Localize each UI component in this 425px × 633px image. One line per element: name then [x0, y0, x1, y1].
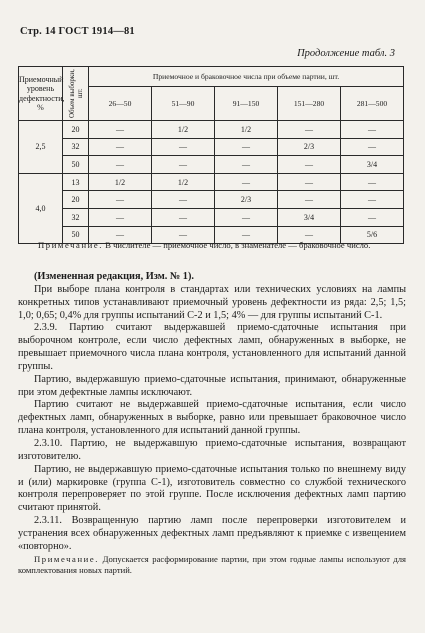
table-cell: —	[152, 226, 215, 244]
table-row	[19, 173, 404, 191]
final-note-text: Допускается расформирование партии, при этом годные лампы используют для комплектования новых партий.	[18, 553, 407, 575]
sampling-plan-table	[18, 66, 404, 244]
level-cell: 2,5	[19, 121, 63, 174]
table-cell: —	[341, 121, 404, 139]
table-cell: 1/2	[152, 121, 215, 139]
col-header-level: Приемочный уровень дефектности, %	[19, 67, 63, 121]
table-row	[19, 156, 404, 174]
table-cell: —	[89, 156, 152, 174]
table-cell: 2/3	[278, 138, 341, 156]
volume-cell: 13	[63, 173, 89, 191]
paragraph: 2.3.11. Возвращенную партию ламп после перепроверки изготовителем и устранения всех обнаруженных дефектных ламп предъявляют к приемке с извещением «повторно».	[18, 515, 406, 552]
paragraph: При выборе плана контроля в стандартах или технических условиях на лампы конкретных типов устанавливают приемочный уровень дефектности из ряда: 2,5; 1,5; 1,0; 0,65; 0,4% для группы испытаний С-2 и 1,5; 4% — для группы испытаний С-1.	[18, 283, 406, 321]
note-label: Примечание.	[38, 240, 104, 250]
document-body	[18, 271, 406, 576]
table-row	[19, 121, 404, 139]
table-row	[19, 138, 404, 156]
table-cell: —	[341, 208, 404, 226]
table-cell: 3/4	[278, 208, 341, 226]
table-cell: —	[89, 121, 152, 139]
table-cell: —	[89, 208, 152, 226]
table-cell: —	[152, 208, 215, 226]
col-header-volume: Объем выборки, шт.	[63, 67, 89, 121]
volume-cell: 32	[63, 208, 89, 226]
col-group-header: Приемочное и браковочное числа при объеме партии, шт.	[89, 67, 404, 87]
table-cell: —	[152, 138, 215, 156]
table-cell: —	[278, 121, 341, 139]
table-cell: 3/4	[341, 156, 404, 174]
table-cell: 2/3	[215, 191, 278, 209]
table-cell: —	[89, 226, 152, 244]
table-cell: —	[278, 173, 341, 191]
volume-cell: 20	[63, 191, 89, 209]
volume-cell: 50	[63, 226, 89, 244]
page-header: Стр. 14 ГОСТ 1914—81	[20, 26, 135, 37]
table-row	[19, 208, 404, 226]
final-note-label: Примечание.	[34, 553, 100, 564]
volume-cell: 32	[63, 138, 89, 156]
paragraph: Партию считают не выдержавшей приемо-сдаточные испытания, если число дефектных ламп, обнаруженных в выборке, равно или превышает браковочное число плана контроля, установленного для испытаний данной группы.	[18, 399, 406, 437]
note-text: В числителе — приемочное число, в знаменателе — браковочное число.	[105, 240, 371, 250]
final-note	[18, 554, 406, 576]
table-cell: —	[152, 191, 215, 209]
table-cell: —	[215, 226, 278, 244]
table-row	[19, 191, 404, 209]
batch-range-header: 26—50	[89, 87, 152, 121]
batch-range-header: 281—500	[341, 87, 404, 121]
table-cell: —	[278, 156, 341, 174]
volume-cell: 20	[63, 121, 89, 139]
table-cell: —	[341, 173, 404, 191]
volume-cell: 50	[63, 156, 89, 174]
table-cell: 1/2	[215, 121, 278, 139]
paragraph: 2.3.10. Партию, не выдержавшую приемо-сдаточные испытания, возвращают изготовителю.	[18, 437, 406, 462]
batch-range-header: 51—90	[152, 87, 215, 121]
batch-range-header: 151—280	[278, 87, 341, 121]
table-cell: 5/6	[341, 226, 404, 244]
table-cell: —	[215, 173, 278, 191]
paragraph: Партию, не выдержавшую приемо-сдаточные испытания только по внешнему виду и (или) маркировке (группа С-1), изготовитель совместно со службой технического контроля перепроверяет по этой группе. После исключения дефектных ламп партию считают принятой.	[18, 463, 406, 514]
table-cell: 1/2	[89, 173, 152, 191]
table-cell: —	[89, 191, 152, 209]
table-cell: —	[215, 208, 278, 226]
table-cell: —	[89, 138, 152, 156]
table-cell: —	[278, 191, 341, 209]
table-cell: —	[341, 191, 404, 209]
table-cell: —	[215, 138, 278, 156]
batch-range-header: 91—150	[215, 87, 278, 121]
table-cell: 1/2	[152, 173, 215, 191]
table-note	[18, 239, 406, 251]
table-cell: —	[215, 156, 278, 174]
paragraph: Партию, выдержавшую приемо-сдаточные испытания, принимают, обнаруженные при этом дефектные лампы исключают.	[18, 373, 406, 398]
edition-note: (Измененная редакция, Изм. № 1).	[34, 271, 194, 282]
table-cell: —	[152, 156, 215, 174]
level-cell: 4,0	[19, 173, 63, 243]
paragraph: 2.3.9. Партию считают выдержавшей приемо-сдаточные испытания при выборочном контроле, если число дефектных ламп, обнаруженных в выборке, не превышает приемочного числа плана контроля, установленного для испытаний данной группы.	[18, 322, 406, 372]
table-continuation-label: Продолжение табл. 3	[297, 48, 395, 59]
table-cell: —	[341, 138, 404, 156]
table-cell: —	[278, 226, 341, 244]
